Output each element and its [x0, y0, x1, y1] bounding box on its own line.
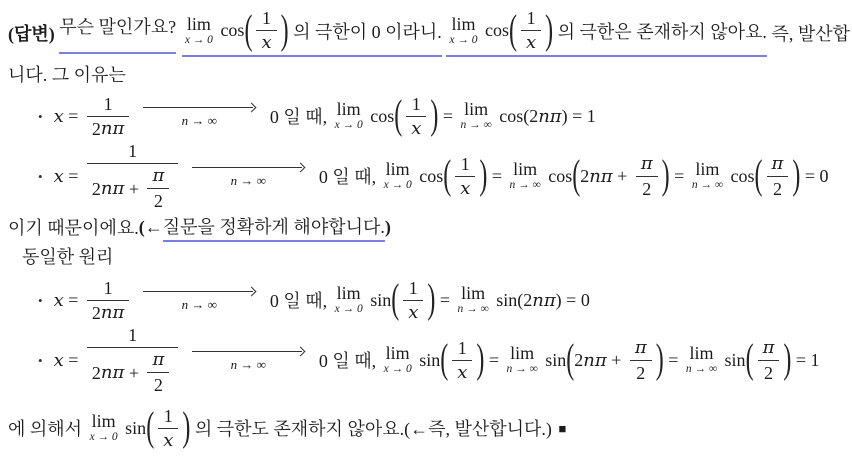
math-text: 0 일 때,: [265, 291, 332, 311]
math-text: 2: [574, 349, 584, 370]
fraction-denominator: [87, 351, 178, 394]
limit-subscript: x → 0: [334, 303, 363, 316]
big-open-paren: (: [509, 7, 517, 54]
fraction-denominator: [149, 376, 168, 394]
fraction-bar: [87, 163, 178, 164]
fraction-numerator: [636, 152, 658, 174]
arrow-line: [143, 103, 255, 112]
paren-group: [443, 155, 487, 198]
fraction-bar: [630, 360, 652, 361]
fraction-numerator: [758, 336, 780, 358]
limit-word: lim: [464, 99, 489, 120]
big-open-paren: (: [566, 337, 575, 383]
tends-to-arrow: [143, 103, 255, 129]
tends-to-arrow: [143, 287, 255, 313]
math-text: 0 일 때,: [265, 107, 332, 127]
math-text: 의 극한은 존재하지 않아요.: [553, 21, 767, 42]
fraction-bar: [87, 300, 129, 301]
fraction-denominator: [158, 429, 178, 451]
math-variable: nπ: [583, 349, 607, 371]
fraction-bar: [521, 30, 541, 31]
math-text: ) = 0: [555, 289, 590, 310]
paren-group: [391, 279, 435, 322]
fraction-bar: [406, 116, 426, 117]
limit-operator: [461, 100, 492, 132]
limit-subscript: x → 0: [89, 431, 118, 444]
limit-subscript: n → ∞: [460, 119, 492, 132]
math-text: cos: [543, 165, 573, 186]
math-text: 2: [636, 362, 646, 383]
bold-text: ): [384, 216, 391, 237]
math-variable: x: [411, 117, 422, 139]
fraction: [147, 351, 169, 394]
fraction: [87, 326, 178, 394]
big-close-paren: ): [783, 337, 792, 383]
sin-case-2: [8, 326, 850, 394]
big-open-paren: (: [440, 337, 449, 383]
fraction-bar: [158, 428, 178, 429]
paren-group: [244, 9, 288, 52]
big-open-paren: (: [443, 153, 452, 199]
fraction-numerator: [147, 167, 169, 185]
limit-subscript: x → 0: [383, 363, 412, 376]
math-variable: nπ: [538, 105, 562, 127]
math-variable: π: [771, 152, 784, 174]
math-text: ) = 1: [561, 105, 596, 126]
big-open-paren: (: [745, 337, 754, 383]
fraction-denominator: [149, 192, 168, 210]
math-variable: nπ: [532, 289, 556, 311]
tends-to-arrow: [192, 347, 304, 373]
math-variable: nπ: [100, 177, 125, 199]
math-text: 이기 때문이에요.: [8, 218, 139, 238]
fraction: [403, 279, 423, 322]
fraction: [630, 336, 652, 383]
math-text: 1: [262, 8, 272, 28]
limit-subscript: x → 0: [184, 33, 213, 46]
sin-case-1: [8, 274, 850, 326]
fraction-numerator: [407, 95, 426, 113]
fraction: [256, 9, 276, 52]
fraction: [87, 279, 129, 322]
limit-operator: [686, 344, 717, 376]
math-text: 2: [91, 302, 101, 323]
big-open-paren: (: [394, 93, 403, 139]
math-text: sin: [365, 289, 392, 310]
math-text: 1: [526, 8, 536, 28]
limit-word: lim: [91, 411, 116, 432]
conclusion-line: [8, 400, 850, 456]
math-variable: nπ: [100, 117, 125, 139]
big-close-paren: ): [182, 405, 191, 451]
big-open-paren: (: [754, 153, 763, 199]
fraction-numerator: [99, 95, 118, 113]
fraction-bar: [87, 116, 129, 117]
fraction: [521, 9, 541, 52]
fraction-numerator: [453, 339, 472, 357]
math-text: 동일한 원리: [22, 247, 114, 267]
limit-operator: [384, 160, 412, 192]
fraction-denominator: [87, 117, 129, 139]
paren-group: [509, 9, 553, 52]
fraction-bar: [767, 176, 789, 177]
fraction: [455, 155, 475, 198]
math-text: cos: [726, 165, 755, 186]
big-close-paren: ): [476, 337, 485, 383]
math-text: sin: [720, 349, 746, 370]
answer-line: [8, 6, 850, 60]
underline-group: [446, 9, 767, 57]
tends-to-arrow: [192, 163, 304, 189]
math-text: 0 일 때,: [314, 351, 381, 371]
big-close-paren: ): [430, 93, 439, 139]
big-close-paren: ): [545, 7, 554, 54]
paren-body: [154, 407, 182, 450]
bullet-marker: •: [38, 168, 43, 184]
big-close-paren: ): [655, 337, 664, 383]
math-variable: x: [53, 165, 64, 187]
fraction-numerator: [123, 142, 142, 160]
same-principle-line: [8, 242, 850, 270]
paren-body: [574, 336, 655, 383]
fraction-numerator: [404, 279, 423, 297]
fraction-denominator: [759, 364, 778, 382]
limit-word: lim: [385, 343, 410, 364]
fraction-denominator: [87, 167, 178, 210]
math-text: = 0: [800, 165, 829, 186]
math-text: =: [63, 289, 83, 310]
limit-subscript: n → ∞: [691, 179, 724, 192]
math-text: 0 일 때,: [314, 167, 381, 187]
arrow-label: n → ∞: [230, 173, 266, 188]
math-text: sin: [414, 349, 441, 370]
math-text: 1: [103, 277, 113, 298]
big-open-paren: (: [572, 153, 581, 199]
fraction-bar: [452, 360, 472, 361]
math-text: cos: [365, 105, 395, 126]
limit-subscript: n → ∞: [509, 179, 541, 192]
math-variable: x: [408, 301, 419, 323]
paren-body: [448, 339, 476, 382]
fraction-bar: [636, 176, 658, 177]
fraction-numerator: [257, 9, 276, 27]
math-variable: x: [261, 32, 272, 53]
limit-subscript: x → 0: [334, 119, 363, 132]
paren-body: [754, 336, 784, 383]
fraction-denominator: [403, 301, 423, 323]
fraction-denominator: [768, 180, 787, 198]
cos-case-2: [8, 142, 850, 210]
math-text: 무슨 말인가요?: [59, 16, 177, 37]
math-text: 1: [128, 141, 138, 161]
fraction-denominator: [637, 180, 656, 198]
math-text: 2: [642, 178, 652, 199]
fraction-bar: [87, 347, 178, 348]
fraction-denominator: [455, 177, 475, 199]
math-text: = 1: [791, 349, 820, 370]
math-variable: π: [634, 336, 647, 358]
math-text: 2: [153, 191, 163, 211]
math-text: 니다. 그 이유는: [8, 65, 126, 85]
math-text: 의 극한이 0 이라니.: [288, 21, 442, 42]
math-text: =: [63, 349, 83, 370]
fraction-denominator: [631, 364, 650, 382]
math-text: 2: [763, 362, 773, 383]
paren-group: [440, 339, 484, 382]
limit-word: lim: [695, 159, 720, 180]
big-open-paren: (: [146, 405, 155, 451]
math-text: 의 극한도 존재하지 않아요.(←즉, 발산합니다.): [190, 419, 557, 439]
underline-group: [59, 13, 176, 54]
arrow-line: [192, 163, 304, 172]
paren-body: [402, 95, 430, 138]
math-text: =: [435, 289, 455, 310]
bullet-marker: •: [38, 352, 43, 368]
math-variable: x: [53, 349, 64, 371]
limit-subscript: n → ∞: [685, 363, 718, 376]
bullet-marker: •: [38, 292, 43, 308]
paren-body: [763, 152, 793, 199]
fraction-bar: [147, 188, 169, 189]
limit-word: lim: [510, 343, 535, 364]
paren-group: [394, 95, 438, 138]
fraction: [406, 95, 426, 138]
bold-text: (: [138, 216, 145, 237]
fraction-denominator: [87, 301, 129, 323]
math-text: +: [606, 349, 626, 370]
bold-text: (답변): [8, 24, 60, 44]
limit-word: lim: [336, 99, 361, 120]
limit-operator: [449, 15, 477, 47]
fraction: [87, 95, 129, 138]
fraction-bar: [758, 360, 780, 361]
limit-word: lim: [186, 13, 211, 34]
paren-group: [754, 152, 801, 199]
limit-subscript: x → 0: [449, 33, 478, 46]
underline-group: [182, 9, 442, 57]
limit-word: lim: [385, 159, 410, 180]
arrow-line: [143, 287, 255, 296]
limit-word: lim: [336, 283, 361, 304]
math-text: 1: [408, 277, 418, 298]
big-open-paren: (: [391, 277, 400, 323]
paren-body: [517, 9, 545, 52]
fraction-numerator: [123, 326, 142, 344]
fraction-bar: [403, 300, 423, 301]
math-text: cos: [480, 20, 509, 40]
big-close-paren: ): [792, 153, 801, 199]
limit-operator: [458, 284, 489, 316]
paren-body: [252, 9, 280, 52]
fraction-bar: [455, 176, 475, 177]
math-variable: nπ: [100, 361, 125, 383]
fraction-numerator: [99, 279, 118, 297]
big-close-paren: ): [661, 153, 670, 199]
fraction: [767, 152, 789, 199]
arrow-label: n → ∞: [181, 297, 217, 312]
limit-word: lim: [451, 13, 476, 34]
limit-word: lim: [513, 159, 538, 180]
reason-line: [8, 212, 850, 242]
math-text: cos(2: [494, 105, 539, 126]
fraction: [158, 407, 178, 450]
math-text: 2: [580, 165, 590, 186]
fraction-numerator: [159, 407, 178, 425]
fraction-denominator: [256, 34, 276, 52]
math-text: 1: [457, 337, 467, 358]
paren-body: [399, 279, 427, 322]
big-close-paren: ): [427, 277, 436, 323]
fraction: [452, 339, 472, 382]
arrow-line: [192, 347, 304, 356]
math-text: sin(2: [491, 289, 533, 310]
limit-operator: [335, 100, 363, 132]
limit-subscript: x → 0: [383, 179, 412, 192]
math-text: =: [487, 165, 507, 186]
math-text: 1: [460, 153, 470, 174]
fraction-numerator: [456, 155, 475, 173]
paren-body: [580, 152, 661, 199]
math-variable: x: [526, 32, 537, 53]
math-variable: x: [163, 429, 174, 451]
math-variable: x: [53, 289, 64, 311]
arrow-label: n → ∞: [181, 113, 217, 128]
math-variable: x: [53, 105, 64, 127]
math-text: 2: [772, 178, 782, 199]
math-text: 2: [91, 178, 101, 199]
limit-subscript: n → ∞: [457, 303, 489, 316]
fraction-numerator: [147, 351, 169, 369]
fraction-bar: [147, 372, 169, 373]
math-text: 1: [411, 93, 421, 114]
fraction-denominator: [406, 117, 426, 139]
big-close-paren: ): [479, 153, 488, 199]
big-close-paren: ): [280, 7, 289, 54]
math-variable: x: [457, 361, 468, 383]
math-variable: π: [152, 165, 165, 186]
limit-operator: [90, 412, 118, 444]
limit-subscript: n → ∞: [506, 363, 538, 376]
math-text: 1: [163, 405, 173, 426]
fraction-denominator: [452, 361, 472, 383]
limit-word: lim: [461, 283, 486, 304]
fraction-denominator: [521, 34, 541, 52]
paren-group: [572, 152, 670, 199]
fraction: [758, 336, 780, 383]
math-variable: nπ: [589, 165, 613, 187]
fraction: [636, 152, 658, 199]
continuation-line: [8, 60, 850, 88]
cos-case-1: [8, 90, 850, 142]
fraction-bar: [256, 30, 276, 31]
math-text: +: [124, 178, 144, 199]
big-open-paren: (: [244, 7, 253, 54]
math-text: +: [612, 165, 632, 186]
math-variable: nπ: [100, 301, 125, 323]
math-text: =: [63, 165, 83, 186]
math-text: 2: [91, 362, 101, 383]
fraction-numerator: [767, 152, 789, 174]
fraction-numerator: [522, 9, 541, 27]
fraction-numerator: [630, 336, 652, 358]
math-text: =: [663, 349, 683, 370]
math-text: 1: [103, 93, 113, 114]
paren-group: [566, 336, 664, 383]
math-text: 에 의해서: [8, 419, 87, 439]
limit-operator: [335, 284, 363, 316]
limit-operator: [692, 160, 723, 192]
math-text: sin: [120, 417, 147, 438]
math-text: =: [438, 105, 458, 126]
math-variable: π: [640, 152, 653, 174]
math-text: 2: [153, 375, 163, 395]
bullet-marker: •: [38, 108, 43, 124]
fraction: [87, 142, 178, 210]
math-text: =: [669, 165, 689, 186]
paren-group: [146, 407, 190, 450]
limit-operator: [510, 160, 541, 192]
math-text: cos: [215, 20, 245, 40]
math-text: 질문을 정확하게 해야합니다.: [162, 216, 385, 237]
qed-square: ■: [558, 420, 567, 436]
math-text: 1: [128, 325, 138, 345]
math-text: cos: [414, 165, 444, 186]
fraction: [147, 167, 169, 210]
paren-body: [451, 155, 479, 198]
math-variable: π: [762, 336, 775, 358]
math-text: sin: [540, 349, 567, 370]
math-text: =: [484, 349, 504, 370]
math-text: +: [124, 362, 144, 383]
math-text: ←: [144, 216, 163, 237]
math-variable: π: [152, 349, 165, 370]
math-text: 2: [91, 118, 101, 139]
math-text: =: [63, 105, 83, 126]
math-variable: x: [460, 177, 471, 199]
math-text: 즉, 발산합: [766, 24, 850, 44]
limit-operator: [185, 15, 213, 47]
limit-operator: [384, 344, 412, 376]
limit-word: lim: [689, 343, 714, 364]
limit-operator: [507, 344, 538, 376]
arrow-label: n → ∞: [230, 357, 266, 372]
paren-group: [745, 336, 792, 383]
underline-group: [163, 213, 385, 242]
